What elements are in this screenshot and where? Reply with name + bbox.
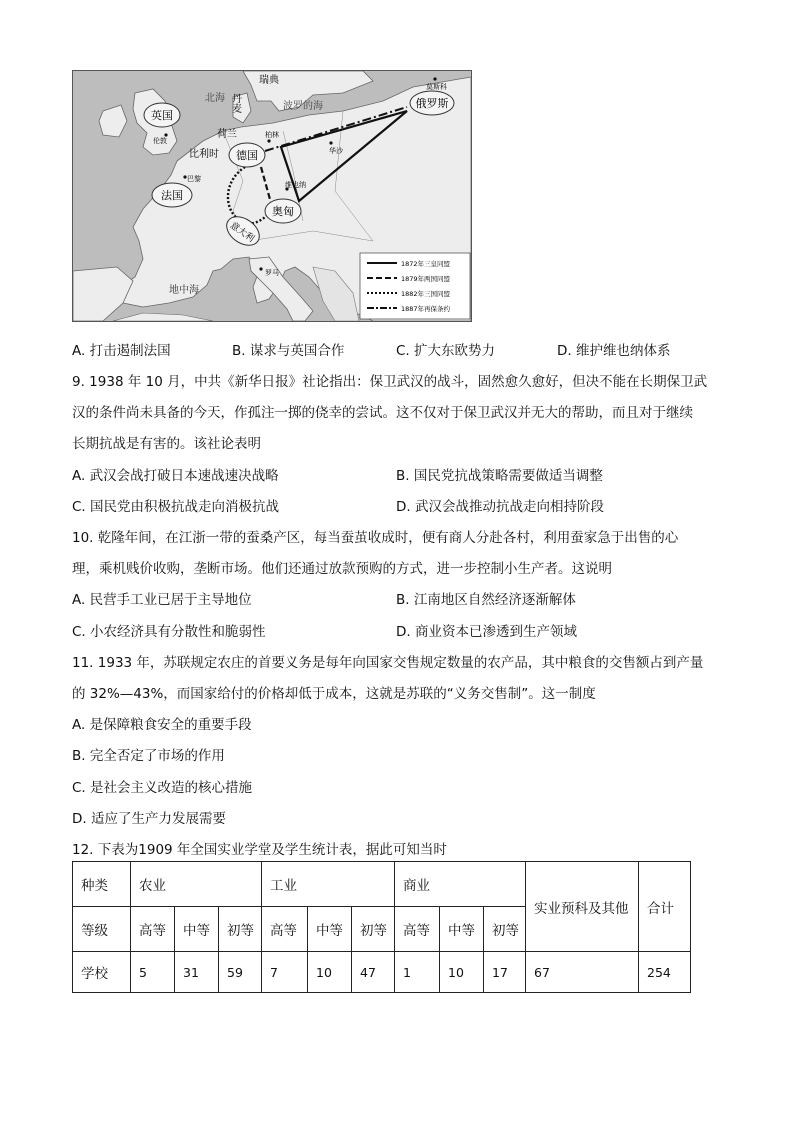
q10-option-c[interactable]: C. 小农经济具有分散性和脆弱性 xyxy=(72,624,266,640)
legend-1872-label: 1872年三皇同盟 xyxy=(401,260,451,268)
level-cell: 高等 xyxy=(131,907,175,952)
value-cell: 31 xyxy=(175,952,219,993)
belgium-label: 比利时 xyxy=(189,149,219,160)
q11-option-a[interactable]: A. 是保障粮食安全的重要手段 xyxy=(72,717,252,733)
q10-option-b[interactable]: B. 江南地区自然经济逐渐解体 xyxy=(396,592,576,608)
legend-1882-label: 1882年三国同盟 xyxy=(401,290,451,298)
moscow-label: 莫斯科 xyxy=(426,83,447,91)
level-cell: 高等 xyxy=(395,907,440,952)
value-cell: 1 xyxy=(395,952,440,993)
warsaw-dot xyxy=(329,141,332,144)
q9-option-b[interactable]: B. 国民党抗战策略需要做适当调整 xyxy=(396,468,603,484)
value-cell: 47 xyxy=(352,952,395,993)
q8-option-c[interactable]: C. 扩大东欧势力 xyxy=(396,343,496,359)
table-row-schools xyxy=(73,952,691,993)
north-sea-label: 北海 xyxy=(205,93,225,104)
germany-label: 德国 xyxy=(236,149,258,162)
level-cell: 初等 xyxy=(484,907,526,952)
legend-1879-label: 1879年两国同盟 xyxy=(401,275,451,283)
level-cell: 中等 xyxy=(175,907,219,952)
header-commerce: 商业 xyxy=(395,862,526,907)
europe-alliance-map xyxy=(72,70,472,322)
q11-stem-line-1: 11. 1933 年，苏联规定农庄的首要义务是每年向国家交售规定数量的农产品，其中粮食的交售额占到产量 xyxy=(72,655,704,671)
q11-option-b[interactable]: B. 完全否定了市场的作用 xyxy=(72,748,225,764)
legend-1887-label: 1887年再保条约 xyxy=(401,305,451,313)
value-cell: 7 xyxy=(262,952,308,993)
italy-label: 意大利 xyxy=(227,220,256,245)
map-legend xyxy=(360,253,470,319)
value-cell: 5 xyxy=(131,952,175,993)
rome-label: 罗马 xyxy=(265,269,279,277)
q8-option-b[interactable]: B. 谋求与英国合作 xyxy=(232,343,345,359)
value-cell: 59 xyxy=(219,952,262,993)
header-level-label: 等级 xyxy=(73,907,131,952)
sweden-label: 瑞典 xyxy=(259,75,279,86)
q9-stem-line-2: 汉的条件尚未具备的今天，作孤注一掷的侥幸的尝试。这不仅对于保卫武汉并无大的帮助，而且对于继续 xyxy=(72,405,693,421)
warsaw-label: 华沙 xyxy=(329,147,343,155)
value-cell: 10 xyxy=(440,952,484,993)
row-schools-label: 学校 xyxy=(73,952,131,993)
q10-option-d[interactable]: D. 商业资本已渗透到生产领域 xyxy=(396,624,577,640)
q10-option-a[interactable]: A. 民营手工业已居于主导地位 xyxy=(72,592,252,608)
header-category-label: 种类 xyxy=(73,862,131,907)
level-cell: 高等 xyxy=(262,907,308,952)
moscow-dot xyxy=(433,77,436,80)
value-cell-total: 254 xyxy=(639,952,691,993)
denmark-label: 丹麦 xyxy=(229,93,241,113)
vienna-label: 维也纳 xyxy=(285,181,306,189)
paris-label: 巴黎 xyxy=(187,175,201,183)
level-cell: 初等 xyxy=(219,907,262,952)
header-agriculture: 农业 xyxy=(131,862,262,907)
rome-dot xyxy=(259,267,262,270)
baltic-sea-label: 波罗的海 xyxy=(283,101,323,112)
q9-stem-line-3: 长期抗战是有害的。该社论表明 xyxy=(72,436,261,452)
london-label: 伦敦 xyxy=(153,137,167,145)
q11-stem-line-2: 的 32%—43%，而国家给付的价格却低于成本，这就是苏联的“义务交售制”。这一制度 xyxy=(72,686,596,702)
header-industry: 工业 xyxy=(262,862,395,907)
level-cell: 中等 xyxy=(440,907,484,952)
q12-stem: 12. 下表为1909 年全国实业学堂及学生统计表，据此可知当时 xyxy=(72,842,447,858)
uk-label: 英国 xyxy=(151,109,173,122)
berlin-label: 柏林 xyxy=(265,131,279,139)
q9-option-c[interactable]: C. 国民党由积极抗战走向消极抗战 xyxy=(72,499,280,515)
mediterranean-label: 地中海 xyxy=(169,285,199,296)
berlin-dot xyxy=(267,139,270,142)
q9-option-a[interactable]: A. 武汉会战打破日本速战速决战略 xyxy=(72,468,279,484)
value-cell: 17 xyxy=(484,952,526,993)
level-cell: 中等 xyxy=(308,907,352,952)
q9-option-d[interactable]: D. 武汉会战推动抗战走向相持阶段 xyxy=(396,499,604,515)
q9-stem-line-1: 9. 1938 年 10 月，中共《新华日报》社论指出：保卫武汉的战斗，固然愈久愈好，但决不能在长期保卫武 xyxy=(72,374,708,390)
q10-stem-line-1: 10. 乾隆年间，在江浙一带的蚕桑产区，每当蚕茧收成时，便有商人分赴各村，利用蚕家急于出售的心 xyxy=(72,530,679,546)
value-cell: 10 xyxy=(308,952,352,993)
austria-label: 奥匈 xyxy=(272,205,294,218)
map-svg xyxy=(73,71,471,321)
q8-option-d[interactable]: D. 维护维也纳体系 xyxy=(557,343,671,359)
school-stats-table xyxy=(72,861,691,993)
q10-stem-line-2: 理，乘机贱价收购，垄断市场。他们还通过放款预购的方式，进一步控制小生产者。这说明 xyxy=(72,561,612,577)
q11-option-c[interactable]: C. 是社会主义改造的核心措施 xyxy=(72,780,253,796)
value-cell-prep: 67 xyxy=(526,952,639,993)
russia-label: 俄罗斯 xyxy=(415,97,449,110)
header-total: 合计 xyxy=(639,862,691,952)
header-prep-other: 实业预科及其他 xyxy=(526,862,639,952)
q11-option-d[interactable]: D. 适应了生产力发展需要 xyxy=(72,811,226,827)
netherlands-label: 荷兰 xyxy=(217,129,237,140)
q8-option-a[interactable]: A. 打击遏制法国 xyxy=(72,343,171,359)
france-label: 法国 xyxy=(161,189,183,202)
level-cell: 初等 xyxy=(352,907,395,952)
table-row-category xyxy=(73,862,691,907)
